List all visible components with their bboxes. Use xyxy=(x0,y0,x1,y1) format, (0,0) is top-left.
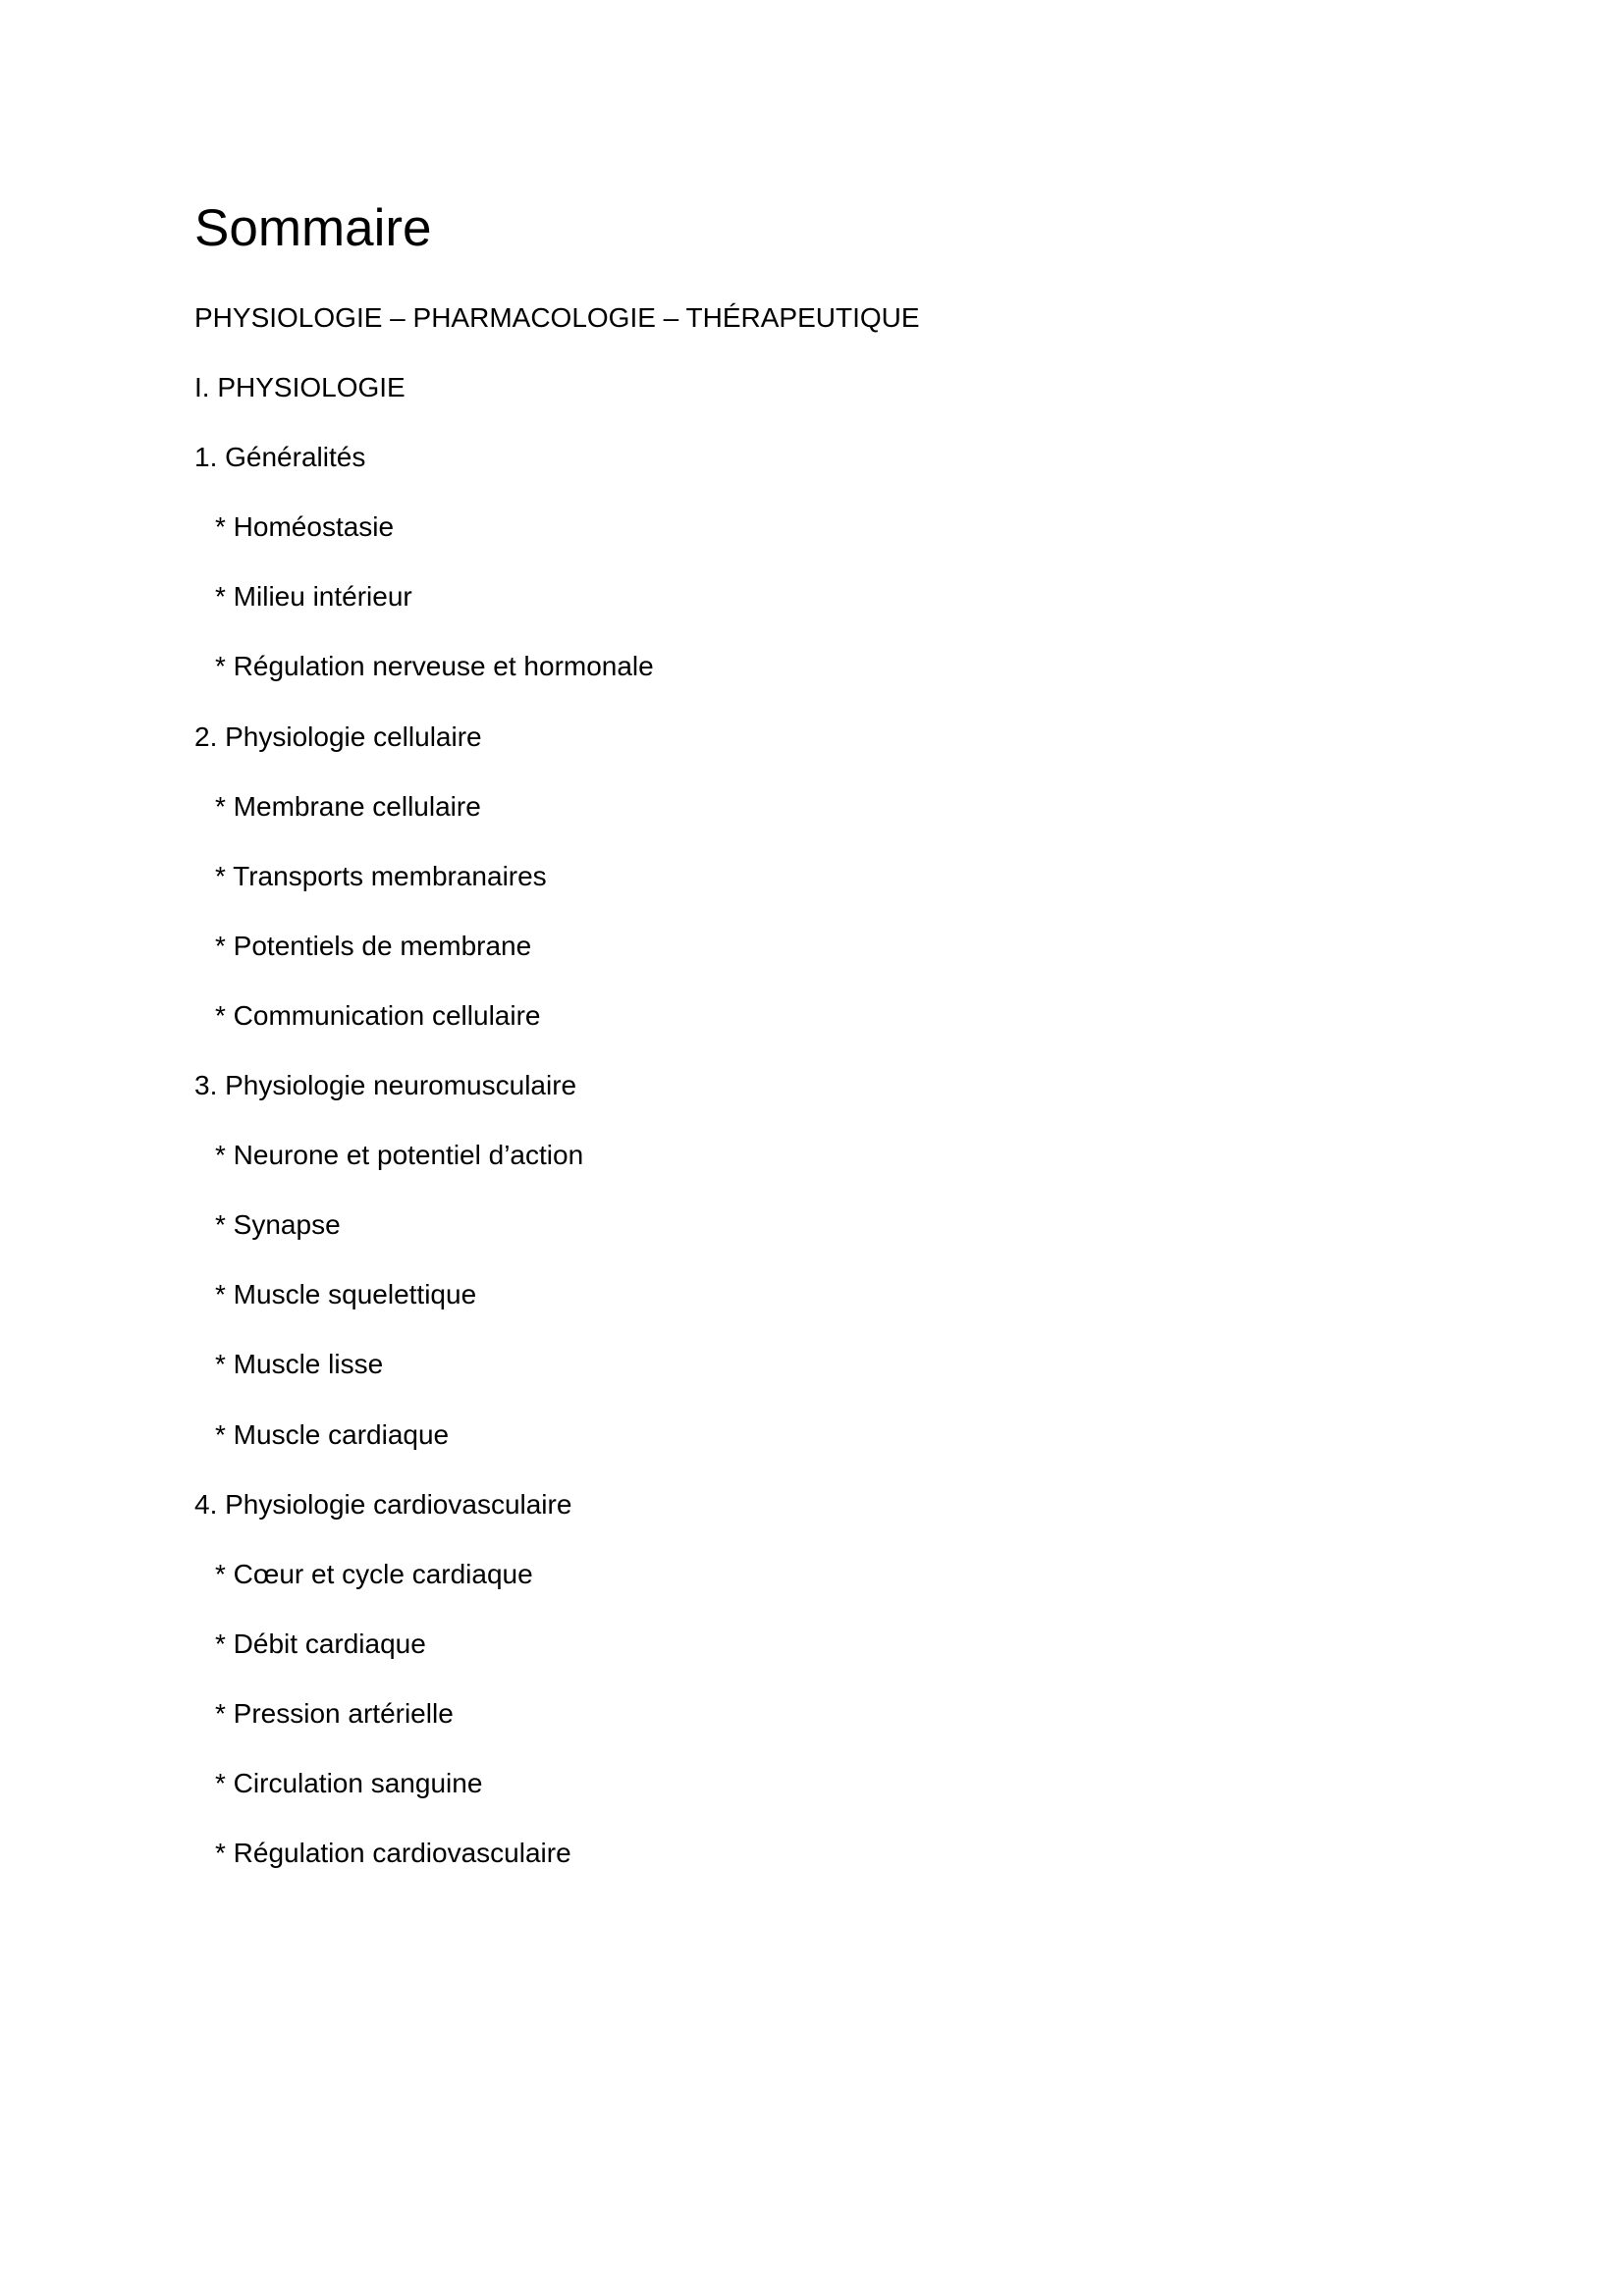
toc-subitem: * Circulation sanguine xyxy=(215,1767,483,1798)
toc-subitem: * Régulation cardiovasculaire xyxy=(215,1838,571,1869)
toc-subitem: * Synapse xyxy=(215,1209,341,1241)
toc-heading: PHYSIOLOGIE – PHARMACOLOGIE – THÉRAPEUTIQUE xyxy=(194,302,920,333)
toc-subitem: * Régulation nerveuse et hormonale xyxy=(215,651,654,682)
toc-subitem: * Homéostasie xyxy=(215,511,395,543)
toc-subitem: * Muscle squelettique xyxy=(215,1279,477,1310)
toc-heading: 1. Généralités xyxy=(194,442,366,473)
toc-subitem: * Débit cardiaque xyxy=(215,1628,426,1659)
toc-subitem: * Milieu intérieur xyxy=(215,581,412,613)
toc-subitem: * Muscle cardiaque xyxy=(215,1418,450,1450)
toc-subitem: * Neurone et potentiel d’action xyxy=(215,1140,584,1171)
toc-heading: I. PHYSIOLOGIE xyxy=(194,372,406,403)
toc-subitem: * Muscle lisse xyxy=(215,1349,384,1380)
toc-subitem: * Pression artérielle xyxy=(215,1697,454,1729)
toc-heading: 3. Physiologie neuromusculaire xyxy=(194,1070,577,1101)
toc-heading: 2. Physiologie cellulaire xyxy=(194,721,482,752)
table-of-contents xyxy=(194,294,1373,1899)
toc-subitem: * Communication cellulaire xyxy=(215,999,541,1031)
toc-heading: 4. Physiologie cardiovasculaire xyxy=(194,1488,572,1520)
toc-subitem: * Transports membranaires xyxy=(215,860,547,891)
page-title: Sommaire xyxy=(194,199,432,257)
toc-subitem: * Potentiels de membrane xyxy=(215,930,532,961)
toc-subitem: * Membrane cellulaire xyxy=(215,790,481,822)
toc-subitem: * Cœur et cycle cardiaque xyxy=(215,1558,533,1589)
